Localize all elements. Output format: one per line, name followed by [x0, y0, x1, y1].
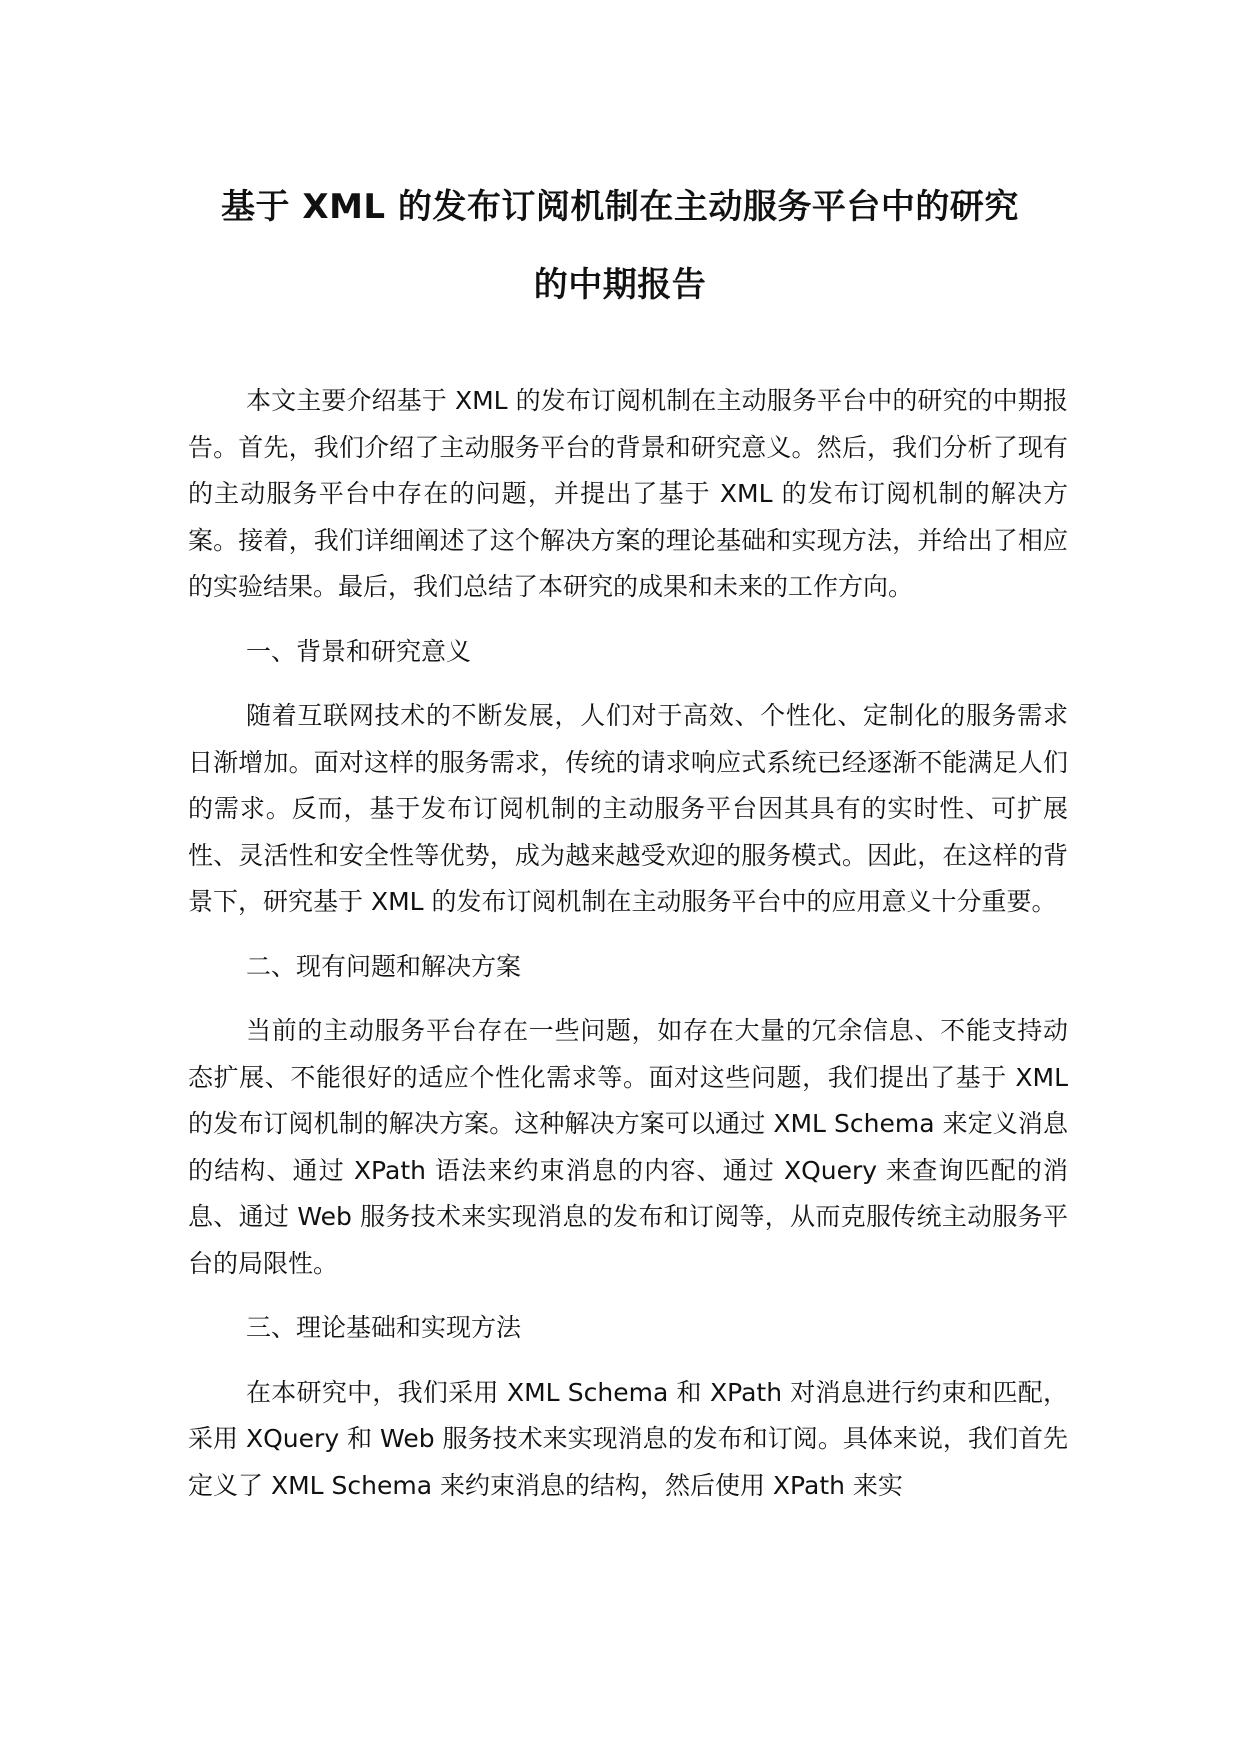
title-line-1: 基于 XML 的发布订阅机制在主动服务平台中的研究	[221, 187, 1019, 227]
section-heading-1: 一、背景和研究意义	[246, 636, 472, 666]
document-body	[188, 378, 1068, 1527]
section-2-paragraph: 当前的主动服务平台存在一些问题，如存在大量的冗余信息、不能支持动态扩展、不能很好的适应个性化需求等。面对这些问题，我们提出了基于 XML 的发布订阅机制的解决方案。这种解决方案可以通过 XML Schema 来定义消息的结构、通过 XPath 语法来约束消息的内容、通过 XQuery 来查询匹配的消息、通过 Web 服务技术来实现消息的发布和订阅等，从而克服传统主动服务平台的局限性。	[188, 1016, 1068, 1278]
document-title	[150, 168, 1090, 324]
section-heading-2: 二、现有问题和解决方案	[246, 951, 522, 981]
section-3-paragraph: 在本研究中，我们采用 XML Schema 和 XPath 对消息进行约束和匹配，采用 XQuery 和 Web 服务技术来实现消息的发布和订阅。具体来说，我们首先定义了 XML Schema 来约束消息的结构，然后使用 XPath 来实	[188, 1377, 1068, 1500]
section-heading-3: 三、理论基础和实现方法	[246, 1313, 522, 1342]
title-line-2: 的中期报告	[533, 265, 707, 305]
intro-paragraph: 本文主要介绍基于 XML 的发布订阅机制在主动服务平台中的研究的中期报告。首先，我们介绍了主动服务平台的背景和研究意义。然后，我们分析了现有的主动服务平台中存在的问题，并提出了基于 XML 的发布订阅机制的解决方案。接着，我们详细阐述了这个解决方案的理论基础和实现方法，并给出了相应的实验结果。最后，我们总结了本研究的成果和未来的工作方向。	[188, 386, 1068, 601]
section-1-paragraph: 随着互联网技术的不断发展，人们对于高效、个性化、定制化的服务需求日渐增加。面对这样的服务需求，传统的请求响应式系统已经逐渐不能满足人们的需求。反而，基于发布订阅机制的主动服务平台因其具有的实时性、可扩展性、灵活性和安全性等优势，成为越来越受欢迎的服务模式。因此，在这样的背景下，研究基于 XML 的发布订阅机制在主动服务平台中的应用意义十分重要。	[188, 701, 1068, 916]
